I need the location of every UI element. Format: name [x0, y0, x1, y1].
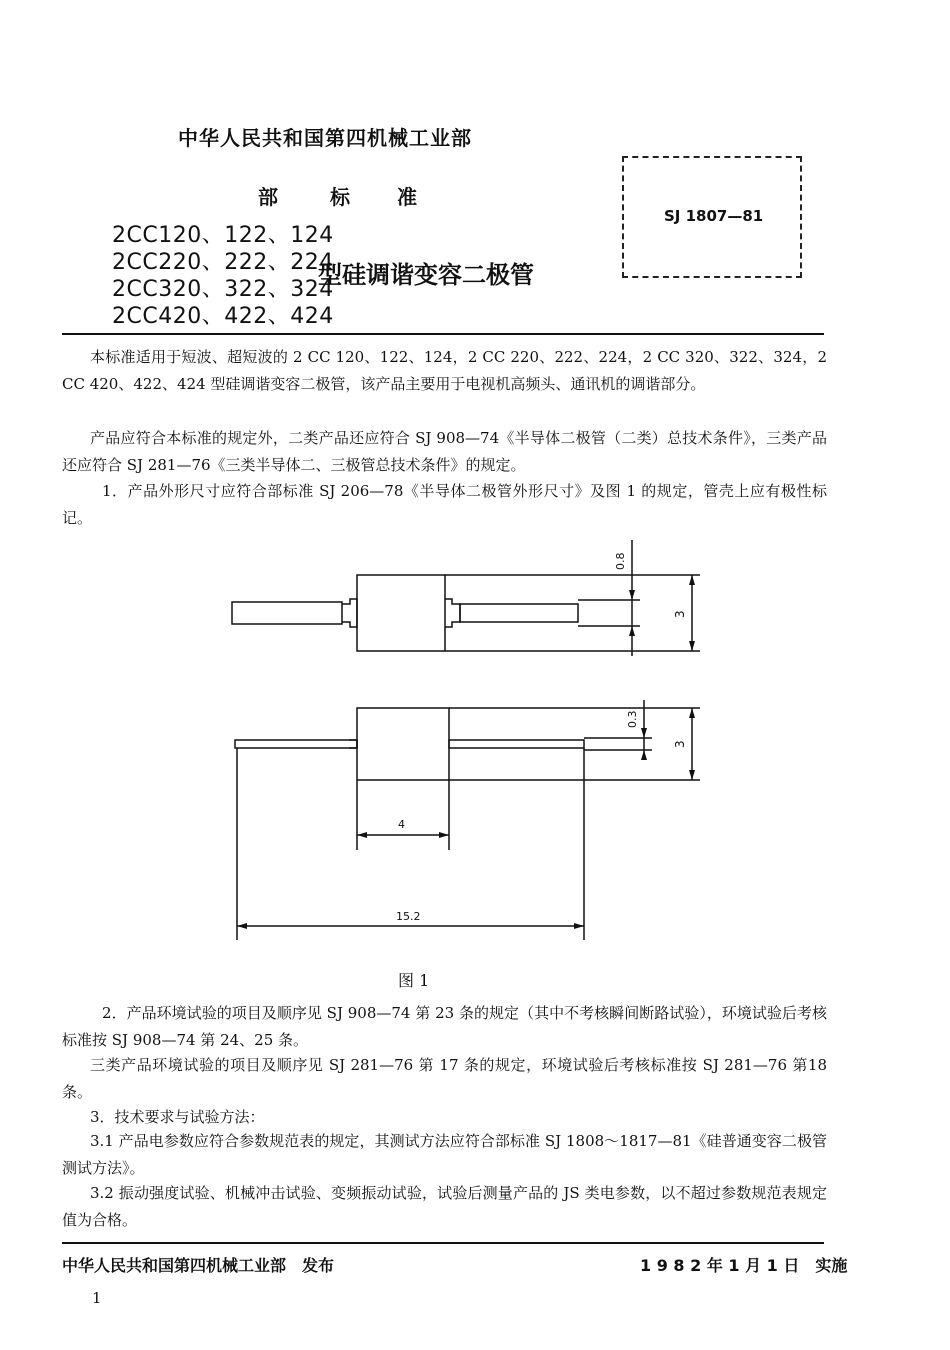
figure-caption: 图 1 — [398, 971, 430, 990]
footer-publisher: 中华人民共和国第四机械工业部 发布 — [62, 1256, 335, 1275]
dim-lead-bottom: 0.3 — [626, 710, 639, 728]
top-right-lead — [460, 604, 578, 622]
footer-effective-date: 1 9 8 2 年 1 月 1 日 实施 — [640, 1256, 848, 1275]
clause-3: 3．技术要求与试验方法： — [90, 1108, 265, 1126]
figure-1-drawing — [0, 530, 950, 960]
clause-2-supplement: 三类产品环境试验的项目及顺序见 SJ 281—76 第 17 条的规定，环境试验后考核标准按 SJ 281—76 第18 条。 — [62, 1056, 827, 1101]
bottom-body — [357, 708, 449, 780]
bottom-left-lead — [235, 740, 357, 748]
dim-total-length: 15.2 — [396, 910, 421, 923]
clause-1: 1．产品外形尺寸应符合部标准 SJ 206—78《半导体二极管外形尺寸》及图 1 的规定，管壳上应有极性标记。 — [62, 482, 827, 527]
bottom-right-lead — [449, 740, 584, 748]
dim-body-length: 4 — [398, 818, 405, 831]
top-body — [357, 575, 445, 651]
dim-lead-top: 0.8 — [614, 552, 627, 570]
intro-paragraph-2: 产品应符合本标准的规定外，二类产品还应符合 SJ 908—74《半导体二极管（二类）总技术条件》，三类产品还应符合 SJ 281—76《三类半导体二、三极管总技术条件》的规定。 — [62, 429, 827, 474]
clause-3-1: 3.1 产品电参数应符合参数规范表的规定，其测试方法应符合部标准 SJ 1808～1817—81《硅普通变容二极管测试方法》。 — [62, 1132, 827, 1177]
top-left-notch — [342, 599, 357, 627]
top-right-notch — [445, 599, 460, 627]
model-line-1: 2CC120、122、124 — [112, 223, 334, 248]
standard-type-char-3: 准 — [397, 185, 417, 209]
page-number: 1 — [92, 1289, 102, 1307]
top-left-lead — [232, 602, 342, 624]
header-rule — [62, 333, 824, 335]
dim-body-bottom: 3 — [673, 740, 687, 748]
standard-type-char-2: 标 — [330, 185, 350, 209]
intro-paragraph-1: 本标准适用于短波、超短波的 2 CC 120、122、124，2 CC 220、222、224，2 CC 320、322、324，2 CC 420、422、424 型硅调谐变容二极管，该产品主要用于电视机高频头、通讯机的调谐部分。 — [62, 348, 827, 393]
clause-2: 2．产品环境试验的项目及顺序见 SJ 908—74 第 23 条的规定（其中不考核瞬间断路试验），环境试验后考核标准按 SJ 908—74 第 24、25 条。 — [62, 1004, 827, 1049]
footer-rule — [62, 1242, 824, 1244]
standard-type-char-1: 部 — [258, 185, 278, 209]
model-line-2: 2CC220、222、224 — [112, 250, 334, 275]
standard-number: SJ 1807—81 — [664, 207, 764, 225]
dim-body-top: 3 — [673, 610, 687, 618]
model-line-3: 2CC320、322、324 — [112, 277, 334, 302]
clause-3-2: 3.2 振动强度试验、机械冲击试验、变频振动试验，试验后测量产品的 JS 类电参数，以不超过参数规范表规定值为合格。 — [62, 1184, 827, 1229]
model-line-4: 2CC420、422、424 — [112, 304, 334, 329]
document-title: 型硅调谐变容二极管 — [318, 261, 534, 289]
issuing-organization: 中华人民共和国第四机械工业部 — [178, 126, 472, 150]
